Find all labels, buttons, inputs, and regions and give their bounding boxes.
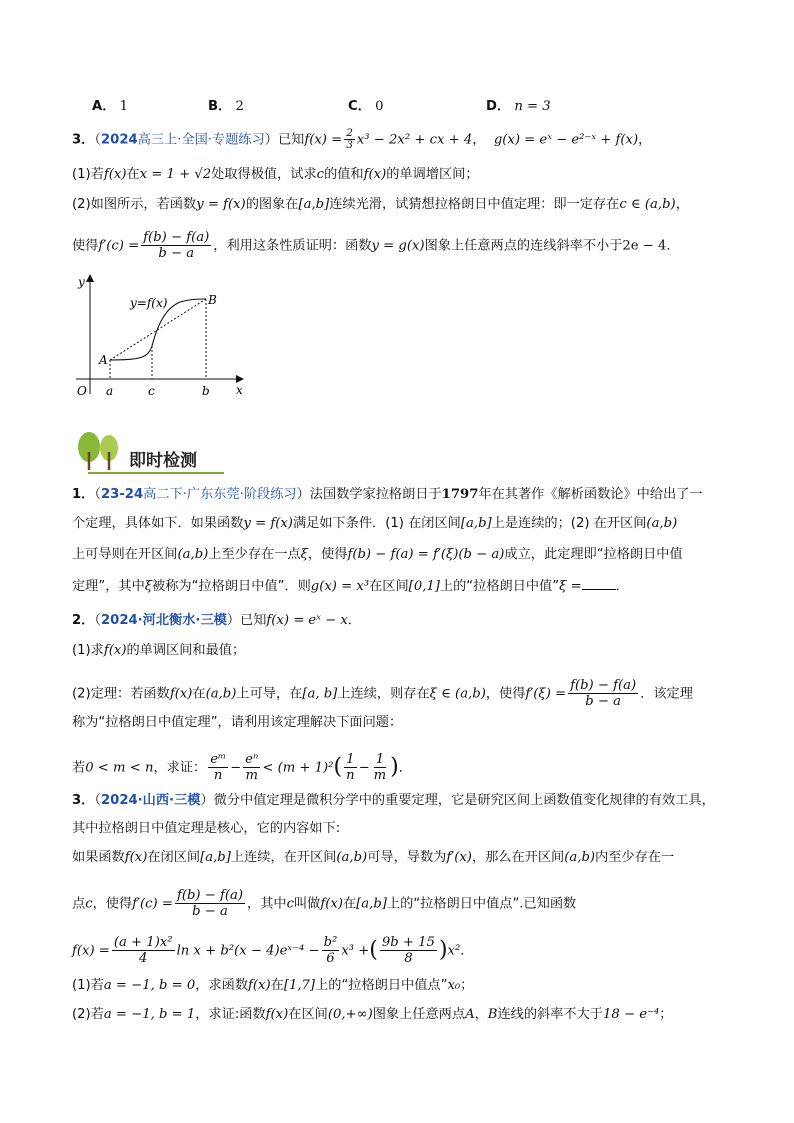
option-a[interactable]: A． 1: [92, 99, 128, 114]
problem-3b-part1: (1)若a = −1, b = 0，求函数f(x)在[1,7]上的“拉格朗日中值点”x₀；: [72, 978, 474, 993]
tick-a-label: a: [106, 384, 114, 398]
problem-3b-part2: (2)若a = −1, b = 1，求证:函数f(x)在区间(0,+∞)图象上任意两点A，B连线的斜率不大于18 − e⁻⁴；: [72, 1007, 673, 1022]
tick-b-label: b: [202, 384, 210, 398]
section-underline: [88, 472, 224, 474]
problem-3a-part1: (1)若f(x)在x = 1 + √2处取得极值，试求c的值和f(x)的单调增区间；: [72, 167, 479, 182]
problem-3b-function: f(x) = $\frac{\text{(a + 1)x²}}{4}$ ln x + b²(x − 4)eˣ⁻⁴ − $\frac{\text{b²}}{6}$ x³ +( $\frac{9b + 15}{8}$ )x²．: [72, 935, 474, 966]
problem-2-part2-cont: 称为“拉格朗日中值定理”，请利用该定理解决下面问题：: [72, 715, 403, 730]
section-header: [74, 430, 234, 476]
fraction: $\frac{\text{(a + 1)x²}}{4}$: [113, 935, 173, 966]
fraction: $\frac{1}{n}$: [346, 752, 355, 783]
problem-3b-line3: 如果函数f(x)在闭区间[a,b]上连续，在开区间(a,b)可导，导数为f′(x)，那么在开区间(a,b)内至少存在一: [72, 850, 675, 865]
option-b[interactable]: B． 2: [208, 99, 244, 114]
problem-3a-stem: 3．（2024高三上·全国·专题练习）已知f(x) = $\frac{2}{3}$ x³ − 2x² + cx + 4， g(x) = eˣ − e²⁻ˣ + f(x)，: [72, 127, 652, 151]
tree-icon: [74, 430, 126, 472]
origin-label: O: [77, 384, 87, 398]
fraction: $\frac{9b + 15}{8}$: [381, 935, 435, 966]
option-c[interactable]: C． 0: [348, 99, 384, 114]
problem-3b-line1: 3．（2024·山西·三模）微分中值定理是微积分学中的重要定理，它是研究区间上函数值变化规律的有效工具，: [72, 793, 715, 808]
curve-label: y=f(x): [130, 296, 168, 310]
problem-2-stem: 2．（2024·河北衡水·三模）已知f(x) = eˣ − x．: [72, 613, 361, 628]
fraction: $\frac{\text{b²}}{6}$: [323, 935, 338, 966]
y-axis-label: y: [78, 275, 85, 289]
fraction: $\frac{f(b) - f(a)}{b - a}$: [176, 888, 244, 919]
lagrange-figure: [70, 268, 260, 404]
answer-blank[interactable]: [582, 577, 616, 590]
fraction: $\frac{f(b) - f(a)}{b - a}$: [570, 678, 637, 709]
fraction: $\frac{1}{m}$: [373, 752, 387, 783]
problem-3a-part2-cont: 使得f′(c) = $\frac{f(b) - f(a)}{b - a}$ ，利用这条性质证明：函数y = g(x)图象上任意两点的连线斜率不小于2e − 4．: [72, 230, 680, 261]
section-title: 即时检测: [129, 451, 197, 471]
problem-2-inequality: 若0 < m < n，求证： $\frac{\text{eᵐ}}{n}$ − $\frac{\text{eⁿ}}{m}$ < (m + 1)²( $\frac{1}{n}$ − $\frac{1}{m}$ )．: [72, 752, 412, 783]
fraction: $\frac{2}{3}$: [346, 127, 353, 151]
tick-c-label: c: [148, 384, 155, 398]
problem-2-part1: (1)求f(x)的单调区间和最值；: [72, 643, 246, 658]
problem-1-line2: 个定理，具体如下．如果函数y = f(x)满足如下条件．(1) 在闭区间[a,b]上是连续的；(2) 在开区间(a,b): [72, 516, 678, 531]
point-b-label: B: [208, 293, 217, 307]
fraction: $\frac{f(b) - f(a)}{b - a}$: [143, 230, 210, 261]
problem-2-part2: (2)定理：若函数f(x)在(a,b)上可导，在[a, b]上连续，则存在ξ ∈ (a,b)，使得f′(ξ) = $\frac{f(b) - f(a)}{b - a}$ ．该定理: [72, 678, 693, 709]
point-a-label: A: [99, 353, 108, 367]
fraction: $\frac{\text{eⁿ}}{m}$: [245, 752, 259, 783]
problem-1-line3: 上可导则在开区间(a,b)上至少存在一点ξ，使得f(b) − f(a) = f′(ξ)(b − a)成立，此定理即“拉格朗日中值: [72, 547, 683, 562]
problem-3b-line4: 点c，使得f′(c) = $\frac{f(b) - f(a)}{b - a}$ ，其中c叫做f(x)在[a,b]上的“拉格朗日中值点”.已知函数: [72, 888, 577, 919]
fraction: $\frac{\text{eᵐ}}{n}$: [210, 752, 227, 783]
problem-1-line4: 定理”，其中ξ被称为“拉格朗日中值”．则g(x) = x³在区间[0,1]上的“拉格朗日中值”ξ = ．: [72, 579, 629, 594]
x-axis-label: x: [236, 383, 243, 397]
option-d[interactable]: D． n = 3: [486, 99, 551, 114]
problem-1-line1: 1．（23-24高二下·广东东莞·阶段练习）法国数学家拉格朗日于1797年在其著作《解析函数论》中给出了一: [72, 487, 703, 502]
problem-3a-part2: (2)如图所示，若函数y = f(x)的图象在[a,b]连续光滑，试猜想拉格朗日中值定理：即一定存在c ∈ (a,b)，: [72, 197, 689, 212]
problem-3b-line2: 其中拉格朗日中值定理是核心，它的内容如下:: [72, 821, 341, 836]
